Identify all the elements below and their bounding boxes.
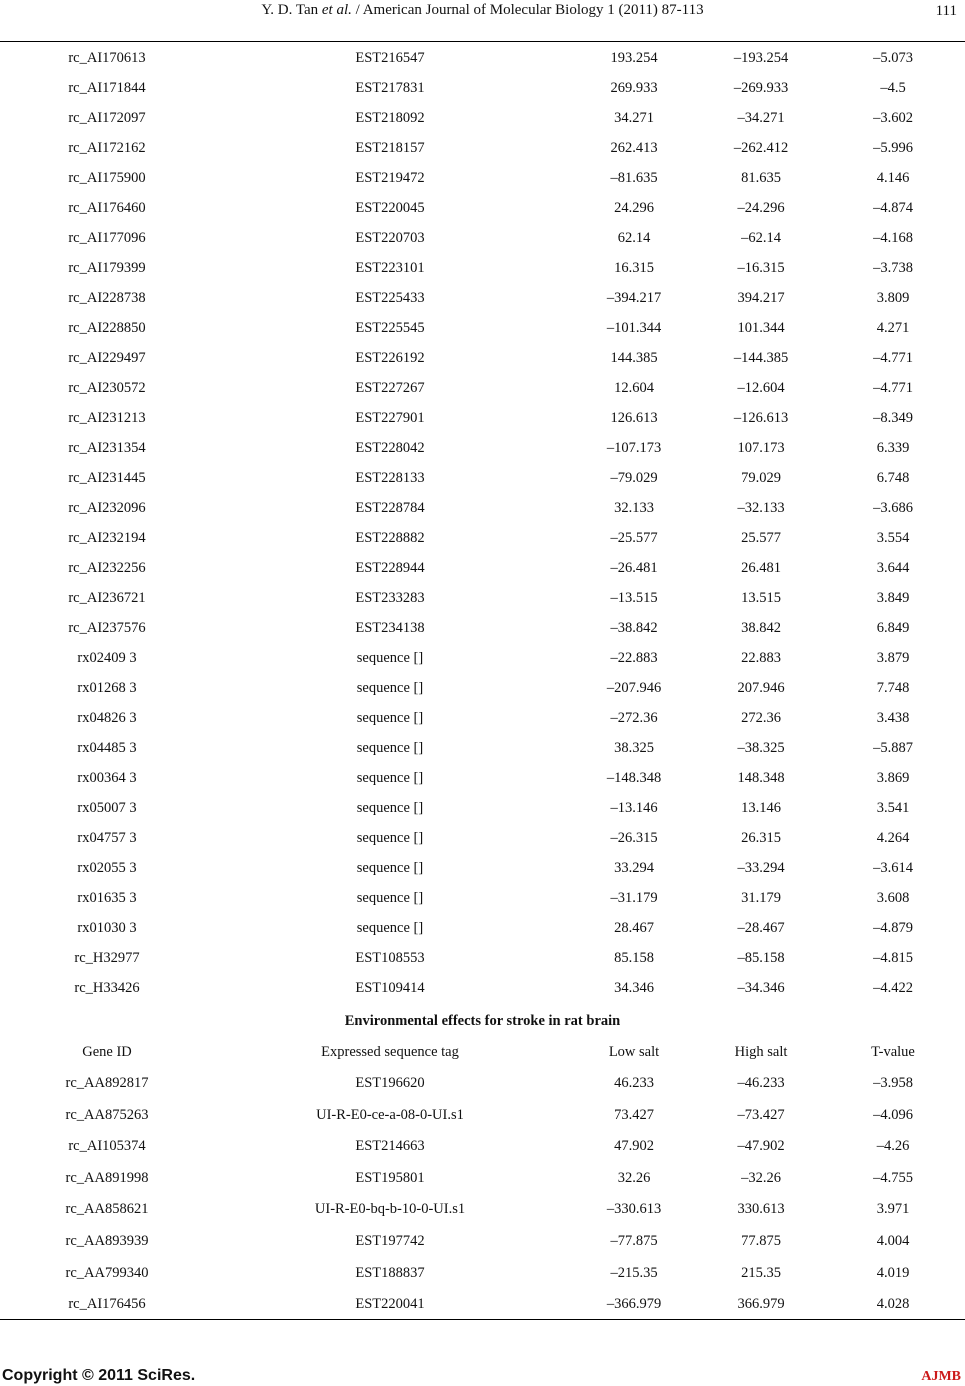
table-row: [0, 74, 965, 104]
high-value-cell: 77.875: [741, 1233, 781, 1249]
high-value-cell: 330.613: [737, 1201, 785, 1218]
low-value-cell: –25.577: [610, 530, 658, 546]
table-row: [0, 1101, 965, 1131]
gene-id-cell: rx01635 3: [77, 890, 137, 906]
sequence-tag-cell: EST233283: [355, 590, 425, 606]
table-row: [0, 44, 965, 74]
table-row: [0, 644, 965, 674]
gene-id-cell: rx02409 3: [77, 650, 137, 666]
column-header: High salt: [734, 1044, 788, 1060]
table-row: [0, 314, 965, 344]
sequence-tag-cell: sequence []: [356, 920, 424, 936]
table-row: [0, 524, 965, 554]
t-value-cell: –4.755: [873, 1169, 913, 1186]
high-value-cell: 215.35: [741, 1264, 781, 1281]
column-header: Low salt: [608, 1044, 660, 1060]
table-row: [0, 944, 965, 974]
gene-id-cell: rc_AA893939: [65, 1233, 149, 1249]
high-value-cell: –73.427: [737, 1106, 785, 1123]
high-value-cell: 26.315: [741, 830, 781, 846]
high-value-cell: –32.26: [741, 1169, 781, 1186]
table-row: [0, 254, 965, 284]
low-value-cell: 269.933: [610, 80, 658, 96]
gene-id-cell: rc_AI179399: [68, 260, 146, 276]
sequence-tag-cell: EST226192: [355, 350, 425, 366]
gene-id-cell: rx01268 3: [77, 680, 137, 696]
sequence-tag-cell: UI-R-E0-ce-a-08-0-UI.s1: [316, 1106, 464, 1123]
low-value-cell: 32.26: [617, 1169, 651, 1186]
t-value-cell: 4.271: [876, 320, 910, 336]
gene-id-cell: rc_AI228738: [68, 290, 146, 306]
gene-id-cell: rc_AI177096: [68, 230, 146, 246]
t-value-cell: –5.887: [873, 740, 913, 756]
low-value-cell: –107.173: [606, 440, 662, 456]
low-value-cell: –13.515: [610, 590, 658, 606]
t-value-cell: 3.608: [876, 890, 910, 906]
gene-id-cell: rc_AI175900: [68, 170, 146, 186]
high-value-cell: 394.217: [737, 290, 785, 306]
header-rule: [0, 41, 965, 42]
gene-id-cell: rc_AA799340: [65, 1264, 149, 1281]
sequence-tag-cell: EST108553: [355, 950, 425, 966]
low-value-cell: 193.254: [610, 50, 658, 66]
table-row: [0, 104, 965, 134]
high-value-cell: 101.344: [737, 320, 785, 336]
t-value-cell: –4.168: [873, 230, 913, 246]
table-row: [0, 194, 965, 224]
table-row: [0, 974, 965, 1004]
running-title: [0, 2, 965, 19]
sequence-tag-cell: sequence []: [356, 800, 424, 816]
table-row: [0, 884, 965, 914]
table-row: [0, 134, 965, 164]
t-value-cell: –4.879: [873, 920, 913, 936]
section-title: Environmental effects for stroke in rat brain: [344, 1013, 621, 1029]
high-value-cell: 366.979: [737, 1296, 785, 1313]
low-value-cell: 12.604: [614, 380, 654, 396]
gene-id-cell: rc_AI231445: [68, 470, 146, 486]
t-value-cell: –3.686: [873, 500, 913, 516]
gene-id-cell: rc_AI170613: [68, 50, 146, 66]
gene-id-cell: rc_H33426: [74, 980, 140, 996]
sequence-tag-cell: EST218092: [355, 110, 425, 126]
gene-id-cell: rc_AI172162: [68, 140, 146, 156]
running-header: [0, 0, 965, 24]
low-value-cell: 16.315: [614, 260, 654, 276]
table-row: [0, 1259, 965, 1289]
high-value-cell: –38.325: [737, 740, 785, 756]
high-value-cell: –33.294: [737, 860, 785, 876]
sequence-tag-cell: EST228784: [355, 500, 425, 516]
low-value-cell: 46.233: [614, 1075, 654, 1091]
sequence-tag-cell: EST234138: [355, 620, 425, 636]
table-row: [0, 1164, 965, 1194]
t-value-cell: 3.554: [876, 530, 910, 546]
running-et-al: et al.: [321, 2, 352, 18]
t-value-cell: 4.019: [876, 1264, 910, 1281]
gene-id-cell: rc_AI232256: [68, 560, 146, 576]
sequence-tag-cell: EST197742: [355, 1233, 425, 1249]
t-value-cell: –3.614: [873, 860, 913, 876]
table-row: [0, 224, 965, 254]
sequence-tag-cell: sequence []: [356, 710, 424, 726]
low-value-cell: –330.613: [606, 1201, 662, 1218]
t-value-cell: 7.748: [876, 680, 910, 696]
low-value-cell: 262.413: [610, 140, 658, 156]
sequence-tag-cell: EST195801: [355, 1169, 425, 1186]
low-value-cell: –26.481: [610, 560, 658, 576]
low-value-cell: 33.294: [614, 860, 654, 876]
table-bottom-rule: [0, 1319, 965, 1320]
sequence-tag-cell: EST218157: [355, 140, 425, 156]
table-row: [0, 434, 965, 464]
table-row: [0, 284, 965, 314]
gene-id-cell: rc_AI232194: [68, 530, 146, 546]
table-row: [0, 1069, 965, 1099]
high-value-cell: –46.233: [737, 1075, 785, 1091]
sequence-tag-cell: sequence []: [356, 830, 424, 846]
table-header-row: [0, 1038, 965, 1068]
sequence-tag-cell: EST220045: [355, 200, 425, 216]
t-value-cell: –3.958: [873, 1075, 913, 1091]
t-value-cell: 4.028: [876, 1296, 910, 1313]
gene-id-cell: rc_AI172097: [68, 110, 146, 126]
gene-id-cell: rc_AI236721: [68, 590, 146, 606]
high-value-cell: 26.481: [741, 560, 781, 576]
t-value-cell: –4.422: [873, 980, 913, 996]
high-value-cell: –193.254: [733, 50, 789, 66]
low-value-cell: 34.271: [614, 110, 654, 126]
high-value-cell: 13.515: [741, 590, 781, 606]
t-value-cell: 6.849: [876, 620, 910, 636]
low-value-cell: –79.029: [610, 470, 658, 486]
table-row: [0, 464, 965, 494]
table-row: [0, 704, 965, 734]
sequence-tag-cell: EST220703: [355, 230, 425, 246]
sequence-tag-cell: EST228944: [355, 560, 425, 576]
t-value-cell: 3.644: [876, 560, 910, 576]
table-row: [0, 764, 965, 794]
low-value-cell: –215.35: [610, 1264, 658, 1281]
t-value-cell: 3.809: [876, 290, 910, 306]
table-row: [0, 1195, 965, 1225]
page-number: 111: [935, 3, 957, 19]
low-value-cell: 38.325: [614, 740, 654, 756]
low-value-cell: 144.385: [610, 350, 658, 366]
sequence-tag-cell: EST225545: [355, 320, 425, 336]
t-value-cell: –5.073: [873, 50, 913, 66]
low-value-cell: 126.613: [610, 410, 658, 426]
high-value-cell: 13.146: [741, 800, 781, 816]
table-row: [0, 494, 965, 524]
gene-id-cell: rc_AI232096: [68, 500, 146, 516]
low-value-cell: –81.635: [610, 170, 658, 186]
gene-id-cell: rc_AI105374: [68, 1138, 146, 1155]
high-value-cell: –32.133: [737, 500, 785, 516]
sequence-tag-cell: EST109414: [355, 980, 425, 996]
table-row: [0, 794, 965, 824]
table-row: [0, 374, 965, 404]
low-value-cell: –13.146: [610, 800, 658, 816]
sequence-tag-cell: EST227901: [355, 410, 425, 426]
t-value-cell: –3.602: [873, 110, 913, 126]
sequence-tag-cell: EST188837: [355, 1264, 425, 1281]
sequence-tag-cell: UI-R-E0-bq-b-10-0-UI.s1: [314, 1201, 466, 1218]
high-value-cell: –47.902: [737, 1138, 785, 1155]
high-value-cell: –85.158: [737, 950, 785, 966]
gene-id-cell: rc_AA875263: [65, 1106, 149, 1123]
gene-id-cell: rc_AI176460: [68, 200, 146, 216]
gene-id-cell: rc_AI228850: [68, 320, 146, 336]
high-value-cell: 38.842: [741, 620, 781, 636]
sequence-tag-cell: EST219472: [355, 170, 425, 186]
high-value-cell: –16.315: [737, 260, 785, 276]
low-value-cell: 73.427: [614, 1106, 654, 1123]
high-value-cell: 31.179: [741, 890, 781, 906]
gene-id-cell: rx00364 3: [77, 770, 137, 786]
t-value-cell: 6.748: [876, 470, 910, 486]
t-value-cell: –4.815: [873, 950, 913, 966]
low-value-cell: –101.344: [606, 320, 662, 336]
table-row: [0, 164, 965, 194]
low-value-cell: 24.296: [614, 200, 654, 216]
t-value-cell: –4.5: [880, 80, 906, 96]
low-value-cell: 34.346: [614, 980, 654, 996]
low-value-cell: –394.217: [606, 290, 662, 306]
sequence-tag-cell: EST216547: [355, 50, 425, 66]
low-value-cell: –272.36: [610, 710, 658, 726]
sequence-tag-cell: EST196620: [355, 1075, 425, 1091]
high-value-cell: –62.14: [741, 230, 781, 246]
sequence-tag-cell: sequence []: [356, 680, 424, 696]
table-row: [0, 1132, 965, 1162]
gene-id-cell: rc_AI176456: [68, 1296, 146, 1313]
running-authors: Y. D. Tan: [261, 2, 322, 18]
high-value-cell: –144.385: [733, 350, 789, 366]
column-header: T-value: [871, 1044, 915, 1060]
table-row: [0, 614, 965, 644]
table-row: [0, 554, 965, 584]
t-value-cell: 4.004: [876, 1233, 910, 1249]
high-value-cell: –28.467: [737, 920, 785, 936]
sequence-tag-cell: EST217831: [355, 80, 425, 96]
gene-id-cell: rc_AA891998: [65, 1169, 149, 1186]
table-row: [0, 404, 965, 434]
table-row: [0, 674, 965, 704]
gene-id-cell: rx01030 3: [77, 920, 137, 936]
sequence-tag-cell: EST228882: [355, 530, 425, 546]
low-value-cell: 62.14: [617, 230, 651, 246]
t-value-cell: –4.771: [873, 380, 913, 396]
sequence-tag-cell: EST225433: [355, 290, 425, 306]
table-row: [0, 344, 965, 374]
low-value-cell: –22.883: [610, 650, 658, 666]
t-value-cell: –4.096: [873, 1106, 913, 1123]
low-value-cell: –38.842: [610, 620, 658, 636]
high-value-cell: 107.173: [737, 440, 785, 456]
high-value-cell: –262.412: [733, 140, 789, 156]
table-row: [0, 1290, 965, 1320]
table-row: [0, 854, 965, 884]
journal-abbrev: AJMB: [921, 1369, 961, 1384]
high-value-cell: 79.029: [741, 470, 781, 486]
gene-id-cell: rx04826 3: [77, 710, 137, 726]
t-value-cell: 3.971: [876, 1201, 910, 1218]
gene-id-cell: rc_AA892817: [65, 1075, 149, 1091]
gene-id-cell: rc_AI171844: [68, 80, 146, 96]
high-value-cell: –34.346: [737, 980, 785, 996]
sequence-tag-cell: EST227267: [355, 380, 425, 396]
t-value-cell: –4.771: [873, 350, 913, 366]
sequence-tag-cell: sequence []: [356, 860, 424, 876]
t-value-cell: –3.738: [873, 260, 913, 276]
t-value-cell: –4.874: [873, 200, 913, 216]
sequence-tag-cell: sequence []: [356, 650, 424, 666]
sequence-tag-cell: EST228133: [355, 470, 425, 486]
sequence-tag-cell: EST228042: [355, 440, 425, 456]
low-value-cell: –77.875: [610, 1233, 658, 1249]
low-value-cell: –148.348: [606, 770, 662, 786]
table-row: [0, 584, 965, 614]
gene-id-cell: rx04485 3: [77, 740, 137, 756]
low-value-cell: 32.133: [614, 500, 654, 516]
sequence-tag-cell: EST223101: [355, 260, 425, 276]
gene-id-cell: rc_AI231354: [68, 440, 146, 456]
t-value-cell: –4.26: [876, 1138, 910, 1155]
gene-id-cell: rc_AA858621: [65, 1201, 149, 1218]
t-value-cell: 3.879: [876, 650, 910, 666]
gene-id-cell: rc_AI229497: [68, 350, 146, 366]
high-value-cell: 25.577: [741, 530, 781, 546]
column-header: Gene ID: [82, 1044, 132, 1060]
gene-id-cell: rx05007 3: [77, 800, 137, 816]
low-value-cell: 47.902: [614, 1138, 654, 1155]
table-row: [0, 1227, 965, 1257]
high-value-cell: –24.296: [737, 200, 785, 216]
gene-id-cell: rc_AI230572: [68, 380, 146, 396]
high-value-cell: 81.635: [741, 170, 781, 186]
high-value-cell: –269.933: [733, 80, 789, 96]
low-value-cell: –31.179: [610, 890, 658, 906]
high-value-cell: 272.36: [741, 710, 781, 726]
t-value-cell: 4.146: [876, 170, 910, 186]
t-value-cell: 3.438: [876, 710, 910, 726]
low-value-cell: 28.467: [614, 920, 654, 936]
sequence-tag-cell: sequence []: [356, 890, 424, 906]
gene-id-cell: rc_AI237576: [68, 620, 146, 636]
table-row: [0, 914, 965, 944]
sequence-tag-cell: EST214663: [355, 1138, 425, 1155]
t-value-cell: –8.349: [873, 410, 913, 426]
low-value-cell: –207.946: [606, 680, 662, 696]
table-row: [0, 824, 965, 854]
gene-id-cell: rx04757 3: [77, 830, 137, 846]
t-value-cell: 4.264: [876, 830, 910, 846]
high-value-cell: 207.946: [737, 680, 785, 696]
t-value-cell: 3.849: [876, 590, 910, 606]
gene-id-cell: rx02055 3: [77, 860, 137, 876]
table-row: [0, 734, 965, 764]
low-value-cell: 85.158: [614, 950, 654, 966]
t-value-cell: –5.996: [873, 140, 913, 156]
sequence-tag-cell: sequence []: [356, 770, 424, 786]
low-value-cell: –26.315: [610, 830, 658, 846]
high-value-cell: –34.271: [737, 110, 785, 126]
copyright-notice: Copyright © 2011 SciRes.: [2, 1367, 196, 1384]
high-value-cell: 22.883: [741, 650, 781, 666]
running-journal: / American Journal of Molecular Biology 1 (2011) 87-113: [351, 2, 704, 18]
high-value-cell: –126.613: [733, 410, 789, 426]
t-value-cell: 3.541: [876, 800, 910, 816]
gene-id-cell: rc_H32977: [74, 950, 140, 966]
low-value-cell: –366.979: [606, 1296, 662, 1313]
column-header: Expressed sequence tag: [321, 1044, 459, 1060]
sequence-tag-cell: sequence []: [356, 740, 424, 756]
sequence-tag-cell: EST220041: [355, 1296, 425, 1313]
t-value-cell: 3.869: [876, 770, 910, 786]
high-value-cell: 148.348: [737, 770, 785, 786]
t-value-cell: 6.339: [876, 440, 910, 456]
high-value-cell: –12.604: [737, 380, 785, 396]
gene-id-cell: rc_AI231213: [68, 410, 146, 426]
